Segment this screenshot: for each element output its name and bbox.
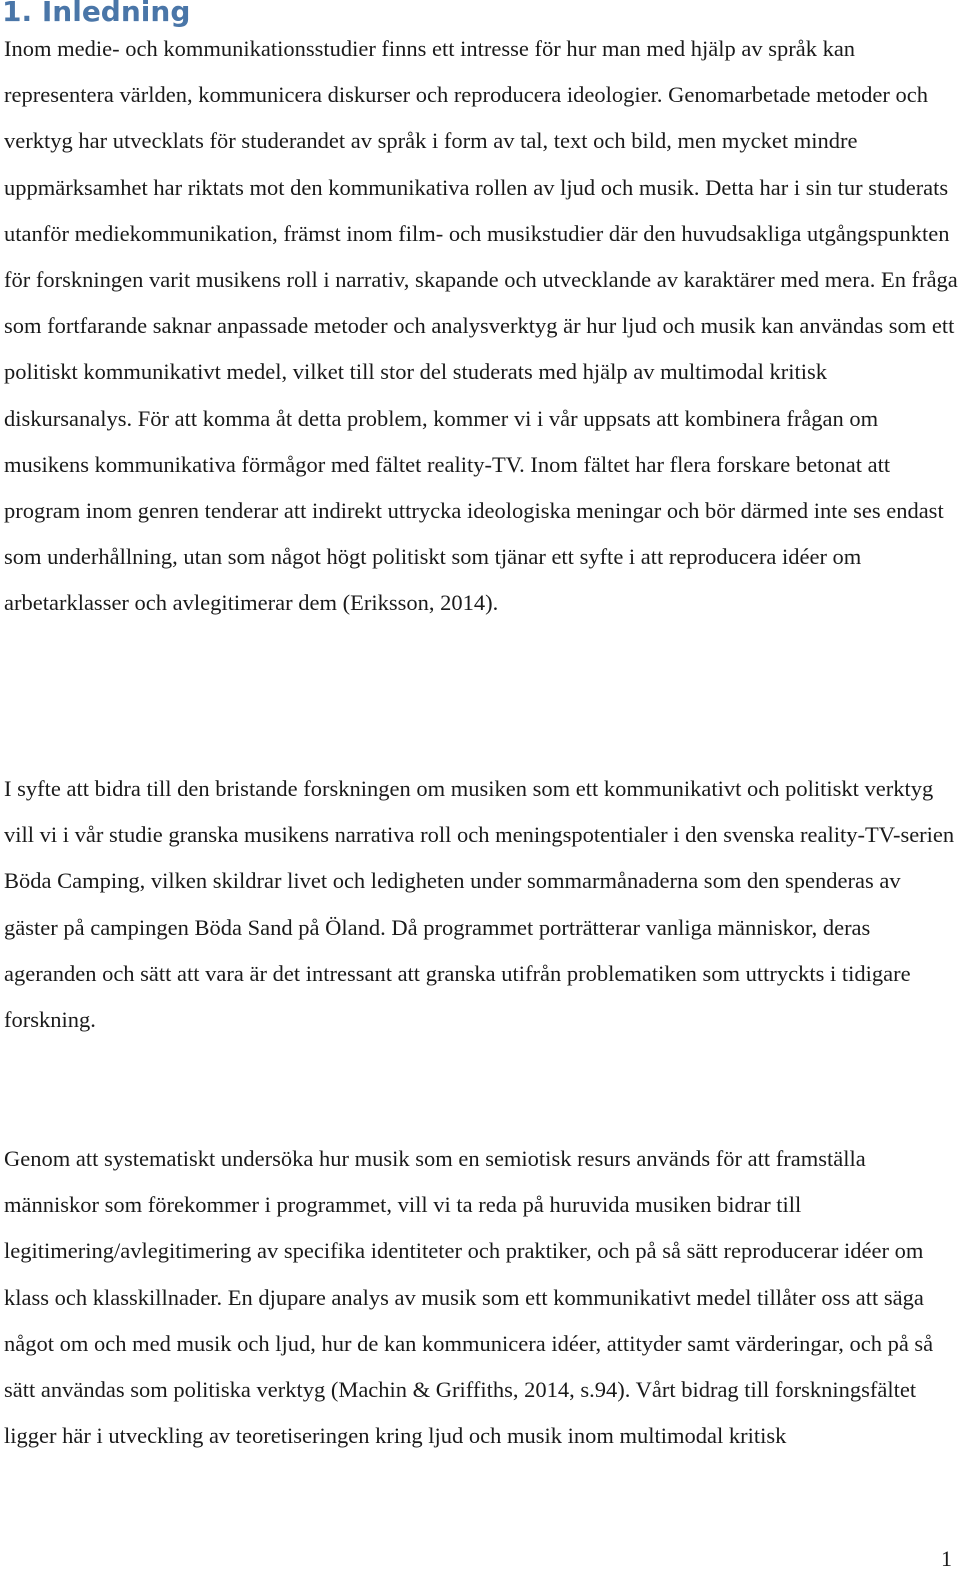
paragraph-3: Genom att systematiskt undersöka hur musik som en semiotisk resurs används för att framställa människor som förekommer i programmet, vill vi ta reda på huruvida musiken bidrar till legitimering/avlegitimering av specifika identiteter och praktiker, och på så sätt reproducerar idéer om klass och klasskillnader. En djupare analys av musik som ett kommunikativt medel tillåter oss att säga något om och med musik och ljud, hur de kan kommunicera idéer, attityder samt värderingar, och på så sätt användas som politiska verktyg (Machin & Griffiths, 2014, s.94). Vårt bidrag till forskningsfältet ligger här i utveckling av teoretiseringen kring ljud och musik inom multimodal kritisk bbox=[4, 1146, 934, 1449]
section-heading: 1. Inledning bbox=[2, 0, 191, 28]
paragraph-1: Inom medie- och kommunikationsstudier finns ett intresse för hur man med hjälp av språk kan representera världen, kommunicera diskurser och reproducera ideologier. Genomarbetade metoder och verktyg har utvecklats för studerandet av språk i form av tal, text och bild, men mycket mindre uppmärksamhet har riktats mot den kommunikativa rollen av ljud och musik. Detta har i sin tur studerats utanför mediekommunikation, främst inom film- och musikstudier där den huvudsakliga utgångspunkten för forskningen varit musikens roll i narrativ, skapande och utvecklande av karaktärer med mera. En fråga som fortfarande saknar anpassade metoder och analysverktyg är hur ljud och musik kan användas som ett politiskt kommunikativt medel, vilket till stor del studerats med hjälp av multimodal kritisk diskursanalys. För att komma åt detta problem, kommer vi i vår uppsats att kombinera frågan om musikens kommunikativa förmågor med fältet reality-TV. Inom fältet har flera forskare betonat att program inom genren tenderar att indirekt uttrycka ideologiska meningar och bör därmed inte ses endast som underhållning, utan som något högt politiskt som tjänar ett syfte i att reproducera idéer om arbetarklasser och avlegitimerar dem (Eriksson, 2014). bbox=[4, 36, 958, 616]
page-number: 1 bbox=[941, 1546, 952, 1571]
paragraph-2: I syfte att bidra till den bristande forskningen om musiken som ett kommunikativt och politiskt verktyg vill vi i vår studie granska musikens narrativa roll och meningspotentialer i den svenska reality-TV-serien Böda Camping, vilken skildrar livet och ledigheten under sommarmånaderna som den spenderas av gäster på campingen Böda Sand på Öland. Då programmet porträtterar vanliga människor, deras ageranden och sätt att vara är det intressant att granska utifrån problematiken som uttryckts i tidigare forskning. bbox=[4, 776, 955, 1033]
